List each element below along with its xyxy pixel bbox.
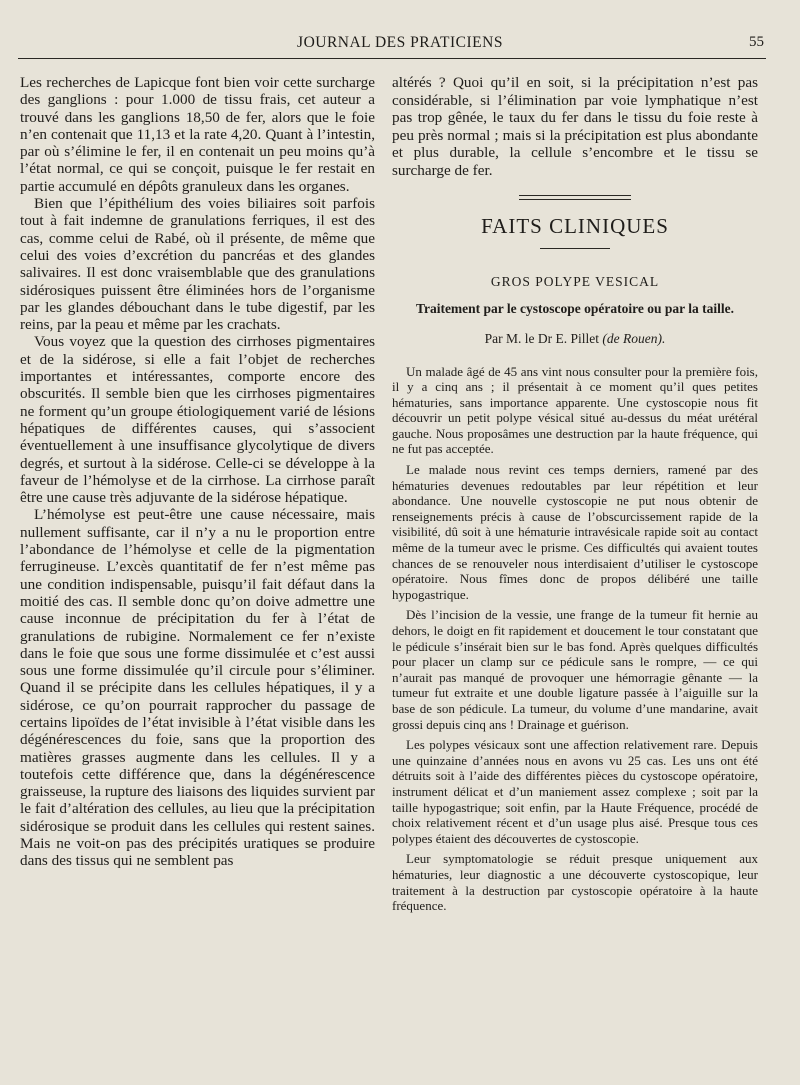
- paragraph: Les polypes vésicaux sont une affection relativement rare. Depuis une quinzaine d’années nous en avons vu 25 cas. Les uns ont été détruits soit à l’aide des différentes pièces du cystoscope opératoire, instrument délicat et d’un maniement assez complexe ; soit par la taille hypogastrique; soit enfin, par la Haute Fréquence, procédé de choix relativement récent et d’un usage plus aisé. Presque tous ces polypes étaient des découvertes de cystoscopie.: [392, 737, 758, 846]
- byline-place: (de Rouen).: [602, 331, 666, 346]
- paragraph: Vous voyez que la question des cirrhoses pigmentaires et de la sidérose, si elle a fait l’objet de recherches importantes et intéressantes, comporte encore des obscurités. Il semble bien que les cirrhoses pigmentaires ne forment qu’un groupe étiologiquement varié de lésions hépatiques de différentes causes, qui s’associent éventuellement à une insuffisance glycolytique de divers degrés, et surtout à la sidérose. Celle-ci se développe à la faveur de l’hémolyse et de la cirrhose. La cirrhose paraît être une cause très adjuvante de la sidérose hépatique.: [20, 333, 375, 507]
- right-column: [392, 74, 758, 914]
- byline-author: Par M. le Dr E. Pillet: [484, 331, 599, 346]
- paragraph: Dès l’incision de la vessie, une frange de la tumeur fit hernie au dehors, le doigt en fit rapidement et doucement le tour constatant que le pédicule s’insérait bien sur le bas fond. Après quelques difficultés pour placer un clamp sur ce pédicule sans le rompre, — ce qui n’aurait pas manqué de provoquer une hémorragie gênante — la tumeur fut extraite et une double ligature passée à l’aiguille sur la base de son pédicule. La tumeur, du volume d’une mandarine, avait grossi depuis cinq ans ! Drainage et guérison.: [392, 607, 758, 732]
- paragraph: Leur symptomatologie se réduit presque uniquement aux hématuries, leur diagnostic a une découverte cystoscopique, leur traitement à la destruction par cystoscopie opératoire à la haute fréquence.: [392, 851, 758, 914]
- article-title: GROS POLYPE VESICAL: [490, 273, 660, 289]
- paragraph: Bien que l’épithélium des voies biliaires soit parfois tout à fait indemne de granulations ferriques, il est des cas, comme celui de Rabé, où il présente, de même que celui des voies d’excrétion du pancréas et des glandes salivaires. Il est donc vraisemblable que des granulations sidérosiques puissent être éliminées hors de l’organisme par les glandes débouchant dans le tube digestif, par les reins, par la peau et même par les crachats.: [20, 195, 375, 334]
- section-separator: [392, 195, 758, 200]
- article-subtitle: Traitement par le cystoscope opératoire ou par la taille.: [415, 301, 735, 316]
- paragraph: Un malade âgé de 45 ans vint nous consulter pour la première fois, il y a cinq ans ; il présentait à ce moment qu’il ques petites hématuries, sans importance apparente. Une cystoscopie nous fit découvrir un petit polype vésical situé au-dessus du méat urétéral gauche. Nous proposâmes une destruction par la haute fréquence, qui ne fut pas acceptée.: [392, 363, 758, 457]
- page-header: [18, 34, 782, 60]
- paragraph: Le malade nous revint ces temps derniers, ramené par des hématuries devenues redoutables par leur répétition et leur abondance. Une nouvelle cystoscopie ne put nous obtenir de renseignements précis à cause de l’obscurcissement rapide de la visibilité, dû soit à une hématurie intravésicale rapide soit au contact même de la tumeur avec le prisme. Ces difficultés qui avaient toutes chances de se renouveler nous interdisaient d’utiliser le cystoscope opératoire. Nous fîmes donc de propos délibéré une taille hypogastrique.: [392, 462, 758, 602]
- header-rule: [18, 58, 766, 59]
- journal-title: JOURNAL DES PRATICIENS: [297, 34, 503, 51]
- title-rule: [540, 248, 610, 249]
- left-column: [20, 74, 375, 870]
- section-title: FAITS CLINIQUES: [481, 214, 669, 238]
- paragraph: L’hémolyse est peut-être une cause nécessaire, mais nullement suffisante, car il n’y a nu le proportion entre l’abondance de l’hémolyse et celle de la pigmentation ferrugineuse. L’excès quantitatif de fer n’est même pas une condition indispensable, puisqu’il fait défaut dans la moitié des cas. Il semble donc qu’on doive admettre une cause inconnue de précipitation du fer à l’état de granulations de rubigine. Normalement ce fer n’existe dans le foie que sous une forme dissimulée et c’est aussi sous une forme dissimulée qu’il circule pour s’éliminer. Quand il se précipite dans les cellules hépatiques, il y a sidérose, ce qu’on pourrait rapprocher du passage de certains lipoïdes de l’état invisible à l’état visible dans les dégénérescences du foie, sans que la proportion des matières grasses augmente dans les cellules. Il y a toutefois cette différence que, dans la dégénérescence graisseuse, la rupture des liaisons des liquides survient par le fait d’altération des cellules, au lieu que la précipitation sidérosique se produit dans les cellules qui restent saines. Mais ne voit-on pas des précipités uratiques se produire dans des tissus qui ne semblent pas: [20, 506, 375, 870]
- continuation-paragraph: altérés ? Quoi qu’il en soit, si la précipitation n’est pas considérable, si l’élimination par voie lymphatique n’est pas trop gênée, le taux du fer dans le tissu du foie reste à peu près normal ; mais si la précipitation est plus abondante et plus durable, la cellule s’encombre et le tissu se surcharge de fer.: [392, 74, 758, 179]
- byline: [392, 330, 758, 348]
- page-number: 55: [749, 34, 764, 50]
- paragraph: Les recherches de Lapicque font bien voir cette surcharge des ganglions : pour 1.000 de tissu frais, cet auteur a trouvé dans les ganglions 18,50 de fer, alors que le foie n’en contenait que 11,13 et la rate 4,20. Quant à l’intestin, par où s’élimine le fer, il en contenait un peu moins qu’à l’état normal, ce qui se conçoit, puisque le fer restait en partie accumulé en dépôts granuleux dans les organes.: [20, 74, 375, 195]
- article-body: [392, 364, 758, 914]
